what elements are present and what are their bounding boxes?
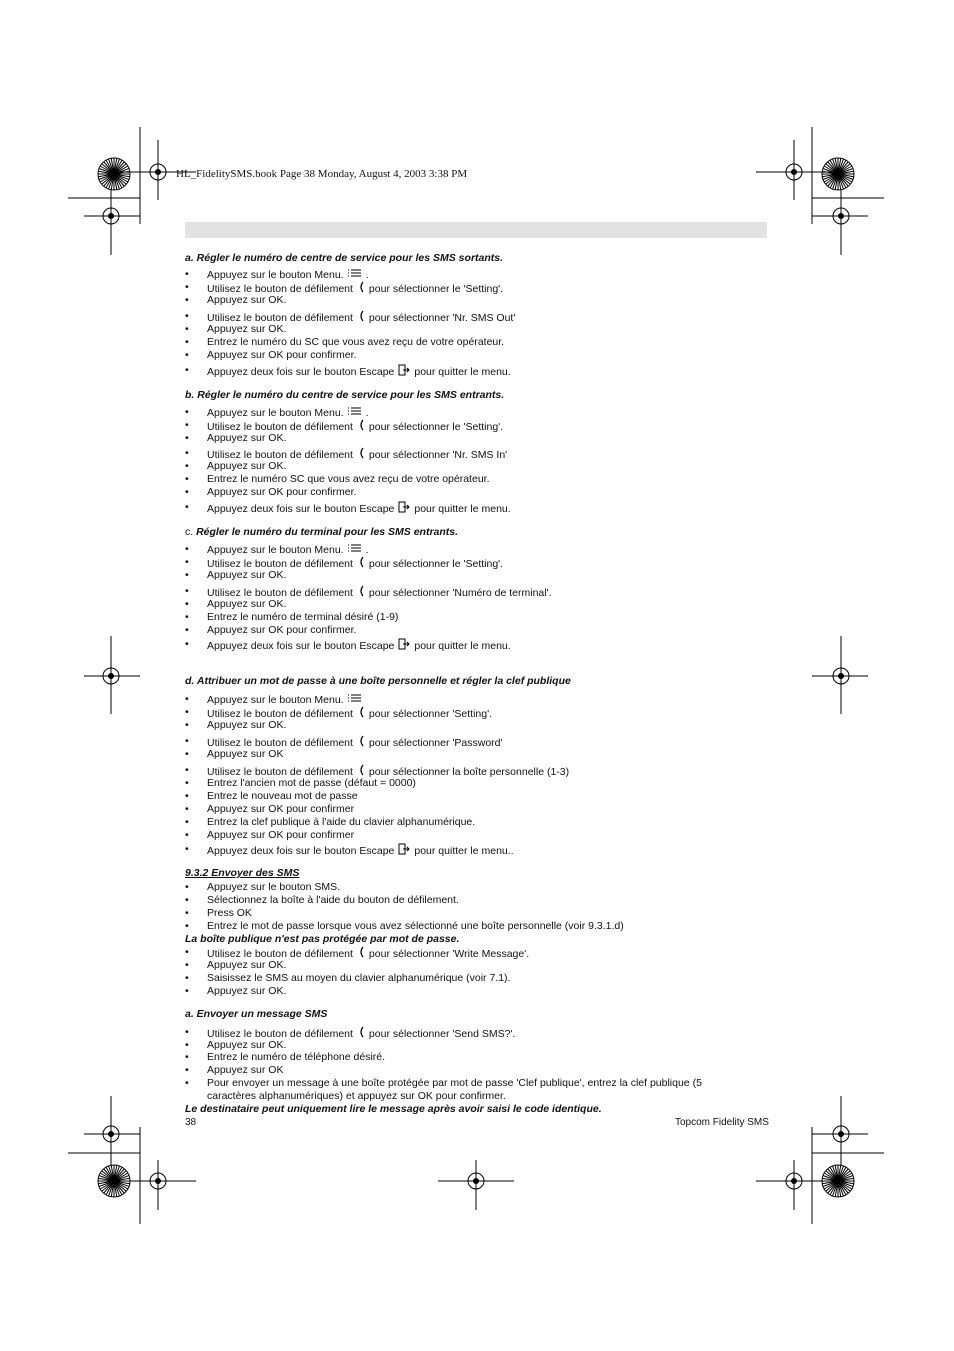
item-suffix: pour quitter le menu. (414, 639, 511, 652)
section-heading: La boîte publique n'est pas protégée par mot de passe. (185, 933, 460, 945)
bullet-glyph: • (185, 336, 189, 348)
item-text: Appuyez sur OK. (207, 1039, 287, 1051)
item-text: Appuyez sur OK. (207, 323, 287, 335)
item-suffix: pour sélectionner la boîte personnelle (1-3) (368, 765, 570, 778)
item-text: Utilisez le bouton de défilement (207, 586, 353, 599)
bullet-glyph: • (185, 959, 189, 971)
bullet-glyph: • (185, 816, 189, 828)
item-text: Appuyez sur OK. (207, 959, 287, 971)
list-item (185, 336, 745, 349)
item-text: Appuyez sur le bouton Menu. (207, 693, 344, 706)
bullet-glyph: • (185, 460, 189, 472)
page-number: 38 (185, 1117, 197, 1128)
list-item (185, 693, 745, 706)
item-text: Utilisez le bouton de défilement (207, 448, 353, 461)
list-item (185, 624, 745, 637)
item-suffix: pour sélectionner 'Password' (368, 736, 503, 749)
list-item (185, 406, 745, 419)
bullet-glyph: • (185, 1026, 189, 1038)
bullet-glyph: • (185, 543, 189, 555)
list-item-text (207, 693, 366, 707)
list-item (185, 972, 745, 985)
list-item-text (207, 638, 511, 654)
item-text: Appuyez sur OK. (207, 460, 287, 472)
bullet-glyph: • (185, 349, 189, 361)
item-text: Appuyez sur le bouton SMS. (207, 881, 341, 893)
item-text: Appuyez deux fois sur le bouton Escape (207, 365, 395, 378)
item-text: Entrez le numéro du SC que vous avez reçu de votre opérateur. (207, 336, 505, 348)
item-text: Appuyez sur OK. (207, 598, 287, 610)
item-text: Utilisez le bouton de défilement (207, 557, 353, 570)
bullet-glyph: • (185, 748, 189, 760)
item-text: Appuyez sur OK pour confirmer. (207, 624, 357, 636)
bullet-glyph: • (185, 829, 189, 841)
bullet-glyph: • (185, 907, 189, 919)
item-text: Entrez le numéro de téléphone désiré. (207, 1051, 386, 1063)
list-item-text (207, 894, 459, 907)
list-item-text (207, 748, 283, 761)
item-text: Entrez le numéro SC que vous avez reçu de votre opérateur. (207, 473, 490, 485)
list-item-text (207, 777, 416, 790)
item-text: Appuyez sur OK. (207, 719, 287, 731)
list-item (185, 349, 745, 362)
bullet-glyph: • (185, 294, 189, 306)
item-text: Entrez le mot de passe lorsque vous avez sélectionné une boîte personnelle (voir 9.3.1.d) (207, 920, 624, 932)
list-item (185, 816, 745, 829)
item-suffix: pour sélectionner 'Numéro de terminal'. (368, 586, 552, 599)
list-item-text (207, 881, 340, 894)
list-item (185, 447, 745, 460)
list-item (185, 569, 745, 582)
item-text: Press OK (207, 907, 252, 919)
list-item-text (207, 268, 369, 282)
bullet-glyph: • (185, 764, 189, 776)
item-text: Appuyez sur le bouton Menu. (207, 268, 344, 281)
footer-product: Topcom Fidelity SMS (675, 1117, 769, 1128)
bullet-glyph: • (185, 323, 189, 335)
bullet-glyph: • (185, 1039, 189, 1051)
bullet-glyph: • (185, 706, 189, 718)
section-heading: b. Régler le numéro du centre de service pour les SMS entrants. (185, 389, 505, 401)
section-heading: a. Régler le numéro de centre de service pour les SMS sortants. (185, 252, 504, 264)
item-text: Utilisez le bouton de défilement (207, 311, 353, 324)
list-item (185, 294, 745, 307)
list-item-text (207, 460, 286, 473)
escape-icon (398, 843, 410, 859)
list-item-text (207, 959, 286, 972)
list-item-text (207, 406, 369, 420)
list-item-text (207, 543, 369, 557)
bullet-glyph: • (185, 310, 189, 322)
list-item (185, 323, 745, 336)
list-item (185, 946, 745, 959)
list-item (185, 638, 745, 651)
bullet-glyph: • (185, 569, 189, 581)
list-item (185, 829, 745, 842)
menu-icon (348, 268, 362, 282)
item-text: Appuyez sur OK pour confirmer. (207, 486, 357, 498)
item-suffix: pour sélectionner 'Nr. SMS Out' (368, 311, 516, 324)
bullet-glyph: • (185, 432, 189, 444)
item-text: Pour envoyer un message à une boîte protégée par mot de passe 'Clef publique', entrez la clef publique (5 (207, 1077, 702, 1089)
heading-prefix: c. (185, 526, 197, 538)
bullet-glyph: • (185, 406, 189, 418)
list-item (185, 803, 745, 816)
item-text: Utilisez le bouton de défilement (207, 282, 353, 295)
section-heading: Le destinataire peut uniquement lire le message après avoir saisi le code identique. (185, 1103, 602, 1115)
item-text: Appuyez sur le bouton Menu. (207, 543, 344, 556)
list-item (185, 790, 745, 803)
item-suffix: pour sélectionner le 'Setting'. (368, 420, 504, 433)
bullet-glyph: • (185, 735, 189, 747)
heading-text: Régler le numéro du terminal pour les SMS entrants. (196, 526, 459, 538)
bullet-glyph: • (185, 985, 189, 997)
menu-icon (348, 693, 362, 707)
bullet-glyph: • (185, 556, 189, 568)
list-item (185, 907, 745, 920)
bullet-glyph: • (185, 881, 189, 893)
list-item-text (207, 569, 286, 582)
bullet-glyph: • (185, 1077, 189, 1089)
escape-icon (398, 501, 410, 517)
list-item-text (207, 364, 511, 380)
list-item-text (207, 1064, 283, 1077)
bullet-glyph: • (185, 946, 189, 958)
list-item-text (207, 972, 510, 985)
star-rosette (822, 1165, 854, 1197)
item-text: Appuyez deux fois sur le bouton Escape (207, 502, 395, 515)
list-item-text (207, 501, 511, 517)
item-text: Appuyez sur OK. (207, 985, 287, 997)
bullet-glyph: • (185, 803, 189, 815)
list-item-text (207, 349, 356, 362)
list-item-text (207, 790, 358, 803)
item-suffix: . (365, 406, 369, 419)
item-suffix: pour quitter le menu. (414, 502, 511, 515)
list-item-text (207, 920, 624, 933)
list-item-text (207, 816, 475, 829)
bullet-glyph: • (185, 638, 189, 650)
list-item (185, 748, 745, 761)
list-item-text (207, 323, 286, 336)
list-item-text (207, 1090, 506, 1103)
item-suffix: pour sélectionner le 'Setting'. (368, 557, 504, 570)
item-text: Sélectionnez la boîte à l'aide du bouton de défilement. (207, 894, 459, 906)
item-text: Appuyez sur OK (207, 748, 284, 760)
list-item-text (207, 985, 286, 998)
list-item (185, 894, 745, 907)
list-item-text (207, 1077, 702, 1090)
bullet-glyph: • (185, 473, 189, 485)
item-suffix: . (365, 543, 369, 556)
list-item (185, 543, 745, 556)
item-text: Appuyez sur le bouton Menu. (207, 406, 344, 419)
item-text: Appuyez sur OK pour confirmer (207, 829, 355, 841)
bullet-glyph: • (185, 585, 189, 597)
list-item (185, 719, 745, 732)
list-item (185, 460, 745, 473)
item-text: Entrez l'ancien mot de passe (défaut = 0000) (207, 777, 416, 789)
list-item (185, 1026, 745, 1039)
bullet-glyph: • (185, 790, 189, 802)
list-item-text (207, 843, 514, 859)
list-item-text (207, 294, 286, 307)
bullet-glyph: • (185, 364, 189, 376)
item-suffix: . (365, 268, 369, 281)
list-item (185, 843, 745, 856)
item-text: Utilisez le bouton de défilement (207, 736, 353, 749)
list-item-text (207, 598, 286, 611)
escape-icon (398, 364, 410, 380)
section-heading: a. Envoyer un message SMS (185, 1008, 328, 1020)
item-suffix: pour sélectionner le 'Setting'. (368, 282, 504, 295)
item-text: Appuyez deux fois sur le bouton Escape (207, 639, 395, 652)
list-item (185, 473, 745, 486)
list-item (185, 1064, 745, 1077)
item-text: Appuyez sur OK pour confirmer. (207, 349, 357, 361)
section-heading (185, 526, 458, 539)
list-item-text (207, 486, 356, 499)
item-suffix: pour quitter le menu.. (414, 844, 514, 857)
item-text: Appuyez sur OK pour confirmer (207, 803, 355, 815)
menu-icon (348, 406, 362, 420)
list-item (185, 432, 745, 445)
list-item (185, 959, 745, 972)
list-item (185, 777, 745, 790)
list-item (185, 920, 745, 933)
book-header-line: HL_FidelitySMS.book Page 38 Monday, August 4, 2003 3:38 PM (176, 168, 468, 180)
bullet-glyph: • (185, 624, 189, 636)
item-text: Appuyez sur OK. (207, 294, 287, 306)
item-text: Appuyez sur OK. (207, 569, 287, 581)
star-rosette (98, 158, 130, 190)
item-suffix: pour sélectionner 'Setting'. (368, 707, 493, 720)
list-item (185, 556, 745, 569)
item-text: Utilisez le bouton de défilement (207, 707, 353, 720)
list-item-text (207, 336, 504, 349)
list-item-text (207, 432, 286, 445)
list-item (185, 486, 745, 499)
bullet-glyph: • (185, 447, 189, 459)
list-item (185, 1051, 745, 1064)
list-item (185, 364, 745, 377)
list-item (185, 881, 745, 894)
bullet-glyph: • (185, 777, 189, 789)
star-rosette (822, 158, 854, 190)
item-suffix: pour sélectionner 'Write Message'. (368, 947, 530, 960)
list-item (185, 735, 745, 748)
bullet-glyph: • (185, 894, 189, 906)
list-item (185, 268, 745, 281)
item-suffix: pour quitter le menu. (414, 365, 511, 378)
list-item-text (207, 829, 354, 842)
list-item-text (207, 1051, 385, 1064)
bullet-glyph: • (185, 611, 189, 623)
list-item-continuation (185, 1090, 745, 1103)
list-item (185, 310, 745, 323)
item-text: Utilisez le bouton de défilement (207, 1027, 353, 1040)
list-item-text (207, 624, 356, 637)
bullet-glyph: • (185, 972, 189, 984)
bullet-glyph: • (185, 920, 189, 932)
item-text: Entrez le nouveau mot de passe (207, 790, 358, 802)
item-text: Appuyez sur OK. (207, 432, 287, 444)
list-item-text (207, 473, 490, 486)
item-text: Entrez le numéro de terminal désiré (1-9) (207, 611, 399, 623)
section-bar (185, 222, 767, 238)
list-item (185, 764, 745, 777)
item-text: Appuyez deux fois sur le bouton Escape (207, 844, 395, 857)
list-item-text (207, 611, 398, 624)
bullet-glyph: • (185, 598, 189, 610)
item-suffix: pour sélectionner 'Nr. SMS In' (368, 448, 508, 461)
item-text: caractères alphanumériques) et appuyez sur OK pour confirmer. (207, 1090, 506, 1102)
star-rosette (98, 1165, 130, 1197)
list-item-text (207, 719, 286, 732)
bullet-glyph: • (185, 843, 189, 855)
menu-icon (348, 543, 362, 557)
item-text: Utilisez le bouton de défilement (207, 947, 353, 960)
bullet-glyph: • (185, 501, 189, 513)
bullet-glyph: • (185, 419, 189, 431)
list-item (185, 598, 745, 611)
section-heading: 9.3.2 Envoyer des SMS (185, 867, 300, 879)
item-text: Saisissez le SMS au moyen du clavier alphanumérique (voir 7.1). (207, 972, 511, 984)
bullet-glyph: • (185, 1051, 189, 1063)
item-text: Appuyez sur OK (207, 1064, 284, 1076)
list-item-text (207, 803, 354, 816)
bullet-glyph: • (185, 693, 189, 705)
list-item (185, 585, 745, 598)
bullet-glyph: • (185, 486, 189, 498)
section-heading: d. Attribuer un mot de passe à une boîte personnelle et régler la clef publique (185, 675, 571, 687)
list-item (185, 611, 745, 624)
list-item (185, 1077, 745, 1090)
list-item (185, 281, 745, 294)
list-item-text (207, 907, 252, 920)
bullet-glyph: • (185, 281, 189, 293)
bullet-glyph: • (185, 719, 189, 731)
item-text: Utilisez le bouton de défilement (207, 765, 353, 778)
item-text: Utilisez le bouton de défilement (207, 420, 353, 433)
list-item (185, 706, 745, 719)
list-item (185, 501, 745, 514)
list-item (185, 985, 745, 998)
bullet-glyph: • (185, 268, 189, 280)
bullet-glyph: • (185, 1064, 189, 1076)
item-text: Entrez la clef publique à l'aide du clavier alphanumérique. (207, 816, 476, 828)
escape-icon (398, 638, 410, 654)
item-suffix: pour sélectionner 'Send SMS?'. (368, 1027, 516, 1040)
list-item (185, 419, 745, 432)
